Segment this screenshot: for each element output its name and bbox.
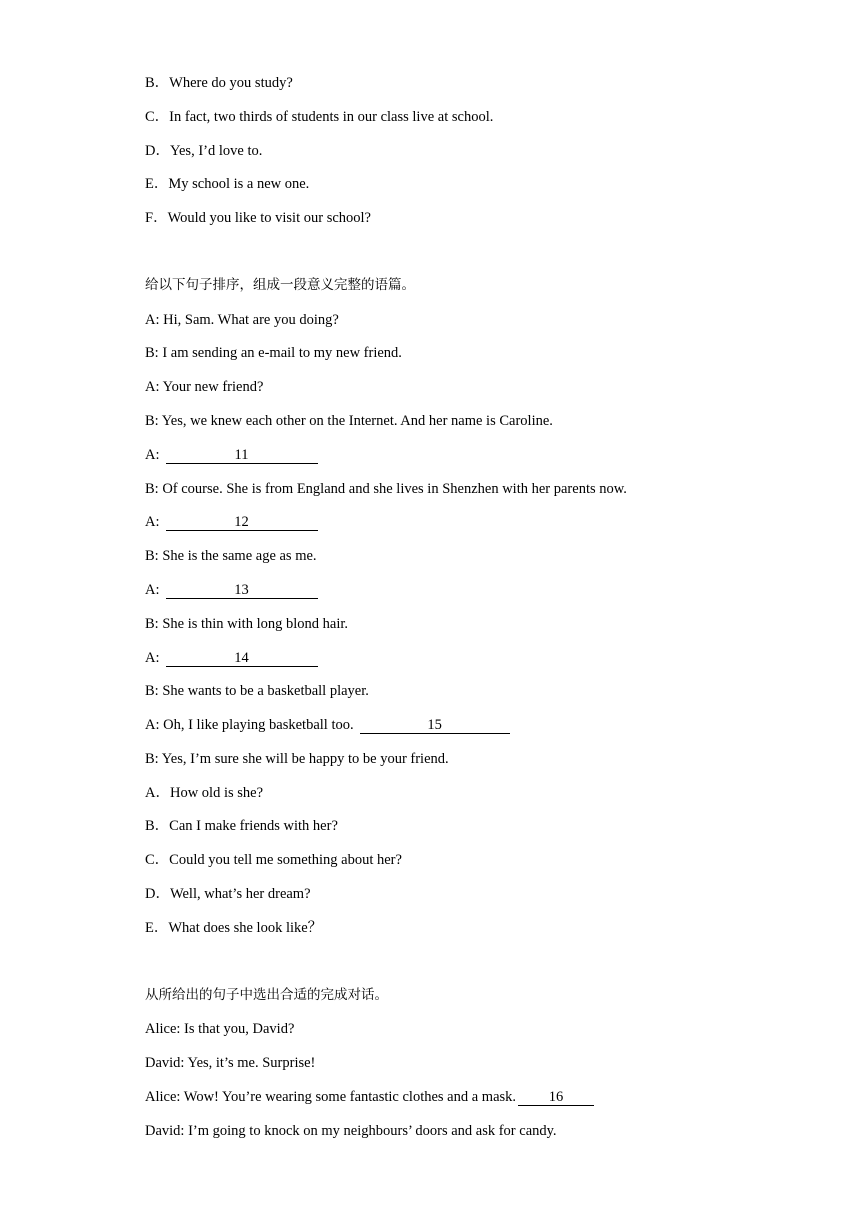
- speaker-label: A:: [145, 650, 160, 666]
- option-line: C．Could you tell me something about her?: [145, 852, 402, 868]
- dialogue-line: B: Of course. She is from England and she lives in Shenzhen with her parents now.: [145, 481, 627, 497]
- option-line: C．In fact, two thirds of students in our class live at school.: [145, 109, 494, 125]
- speaker-label: A:: [145, 514, 160, 530]
- dialogue-line: A: Hi, Sam. What are you doing?: [145, 312, 339, 328]
- option-line: B．Where do you study?: [145, 75, 293, 91]
- dialogue-line-with-blank: [145, 1088, 594, 1106]
- answer-blank-16[interactable]: 16: [518, 1090, 594, 1106]
- answer-blank-13[interactable]: 13: [166, 583, 318, 599]
- dialogue-line-with-blank: [145, 649, 318, 667]
- dialogue-line: B: Yes, we knew each other on the Internet. And her name is Caroline.: [145, 413, 553, 429]
- speaker-label: A:: [145, 447, 160, 463]
- option-line: D．Yes, I’d love to.: [145, 143, 263, 159]
- speaker-label: A:: [145, 582, 160, 598]
- section-instruction: 给以下句子排序，组成一段意义完整的语篇。: [145, 277, 415, 293]
- dialogue-line: B: She wants to be a basketball player.: [145, 683, 369, 699]
- answer-blank-15[interactable]: 15: [360, 718, 510, 734]
- dialogue-line-with-blank: [145, 513, 318, 531]
- dialogue-text: Alice: Wow! You’re wearing some fantastic clothes and a mask.: [145, 1089, 517, 1105]
- dialogue-line: B: Yes, I’m sure she will be happy to be your friend.: [145, 751, 449, 767]
- answer-blank-14[interactable]: 14: [166, 651, 318, 667]
- dialogue-line: B: She is the same age as me.: [145, 548, 317, 564]
- dialogue-line-with-blank: [145, 716, 510, 734]
- dialogue-line: A: Your new friend?: [145, 379, 264, 395]
- dialogue-line-with-blank: [145, 581, 318, 599]
- option-line: A．How old is she?: [145, 785, 264, 801]
- option-line: F．Would you like to visit our school?: [145, 210, 371, 226]
- dialogue-line: B: She is thin with long blond hair.: [145, 616, 349, 632]
- section-instruction: 从所给出的句子中选出合适的完成对话。: [145, 987, 388, 1003]
- option-line: E．What does she look like？: [145, 920, 323, 936]
- option-line: E．My school is a new one.: [145, 176, 310, 192]
- option-line: B．Can I make friends with her?: [145, 818, 338, 834]
- answer-blank-12[interactable]: 12: [166, 515, 318, 531]
- dialogue-line: B: I am sending an e-mail to my new friend.: [145, 345, 402, 361]
- dialogue-line-with-blank: [145, 446, 318, 464]
- dialogue-line: David: I’m going to knock on my neighbours’ doors and ask for candy.: [145, 1123, 557, 1139]
- dialogue-line: Alice: Is that you, David?: [145, 1021, 295, 1037]
- option-line: D．Well, what’s her dream?: [145, 886, 311, 902]
- dialogue-line: David: Yes, it’s me. Surprise!: [145, 1055, 316, 1071]
- answer-blank-11[interactable]: 11: [166, 448, 318, 464]
- dialogue-text: A: Oh, I like playing basketball too.: [145, 717, 354, 733]
